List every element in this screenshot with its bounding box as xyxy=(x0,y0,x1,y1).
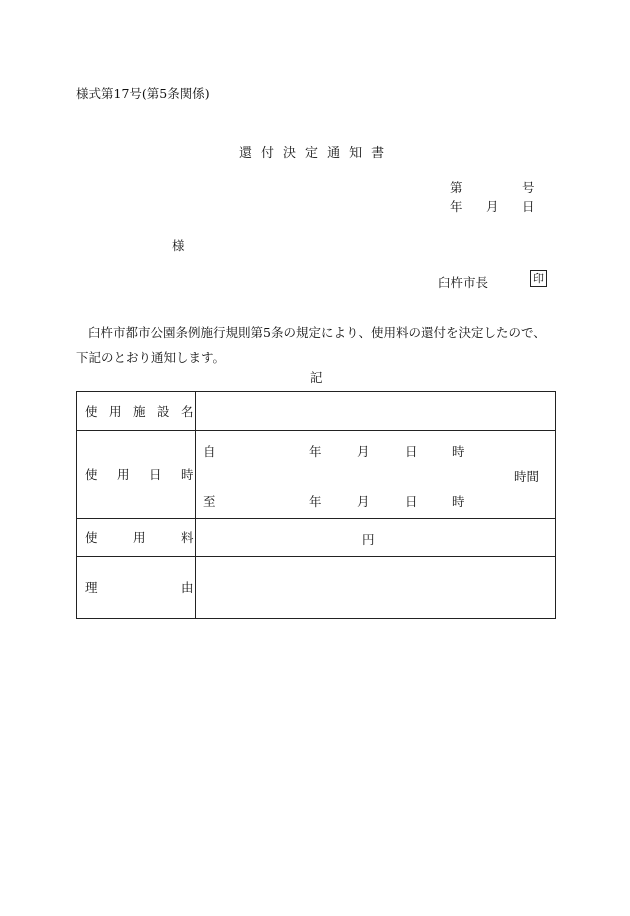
to-label: 至 xyxy=(203,494,216,509)
title-char: 決 xyxy=(283,146,306,161)
from-day: 日 xyxy=(405,444,418,459)
fee-label xyxy=(77,518,195,556)
title-char: 定 xyxy=(305,146,328,161)
label-char: 使 xyxy=(85,530,98,545)
usage-datetime-label xyxy=(77,430,195,518)
to-hour: 時 xyxy=(452,494,465,509)
form-number: 様式第17号(第5条関係) xyxy=(76,86,210,101)
facility-label xyxy=(77,392,195,430)
label-char: 設 xyxy=(157,404,170,419)
label-char: 時 xyxy=(181,467,194,482)
from-label: 自 xyxy=(203,444,216,459)
label-char: 用 xyxy=(109,404,122,419)
title-char: 書 xyxy=(371,146,394,161)
from-month: 月 xyxy=(357,444,370,459)
seal-mark: 印 xyxy=(530,270,547,287)
reason-label xyxy=(77,556,195,618)
doc-number-prefix: 第 xyxy=(450,180,463,195)
label-char: 用 xyxy=(117,467,130,482)
issuer-name: 臼杵市長 xyxy=(438,275,489,290)
from-year: 年 xyxy=(309,444,322,459)
title-char: 還 xyxy=(239,146,262,161)
label-char: 名 xyxy=(181,404,194,419)
label-char: 日 xyxy=(149,467,162,482)
document-title xyxy=(239,142,393,161)
label-char: 用 xyxy=(133,530,146,545)
title-char: 知 xyxy=(349,146,372,161)
issue-year: 年 xyxy=(450,199,463,214)
label-char: 理 xyxy=(85,580,98,595)
label-char: 料 xyxy=(181,530,194,545)
hours-unit: 時間 xyxy=(514,469,540,484)
ki-heading: 記 xyxy=(310,370,323,385)
to-day: 日 xyxy=(405,494,418,509)
title-char: 通 xyxy=(327,146,350,161)
fee-row xyxy=(77,518,555,557)
from-hour: 時 xyxy=(452,444,465,459)
doc-number-suffix: 号 xyxy=(522,180,535,195)
fee-unit: 円 xyxy=(362,532,375,547)
title-char: 付 xyxy=(261,146,284,161)
usage-datetime-row xyxy=(77,430,555,519)
label-char: 施 xyxy=(133,404,146,419)
label-char: 使 xyxy=(85,404,98,419)
body-text: 臼杵市都市公園条例施行規則第5条の規定により、使用料の還付を決定したので、下記のとおり通知します。 xyxy=(76,325,546,365)
label-char: 使 xyxy=(85,467,98,482)
reason-row xyxy=(77,556,555,618)
issue-month: 月 xyxy=(486,199,499,214)
to-month: 月 xyxy=(357,494,370,509)
to-year: 年 xyxy=(309,494,322,509)
issue-day: 日 xyxy=(522,199,535,214)
label-char: 由 xyxy=(181,580,194,595)
facility-row xyxy=(77,392,555,431)
addressee-suffix: 様 xyxy=(172,238,185,253)
details-table xyxy=(76,391,556,619)
